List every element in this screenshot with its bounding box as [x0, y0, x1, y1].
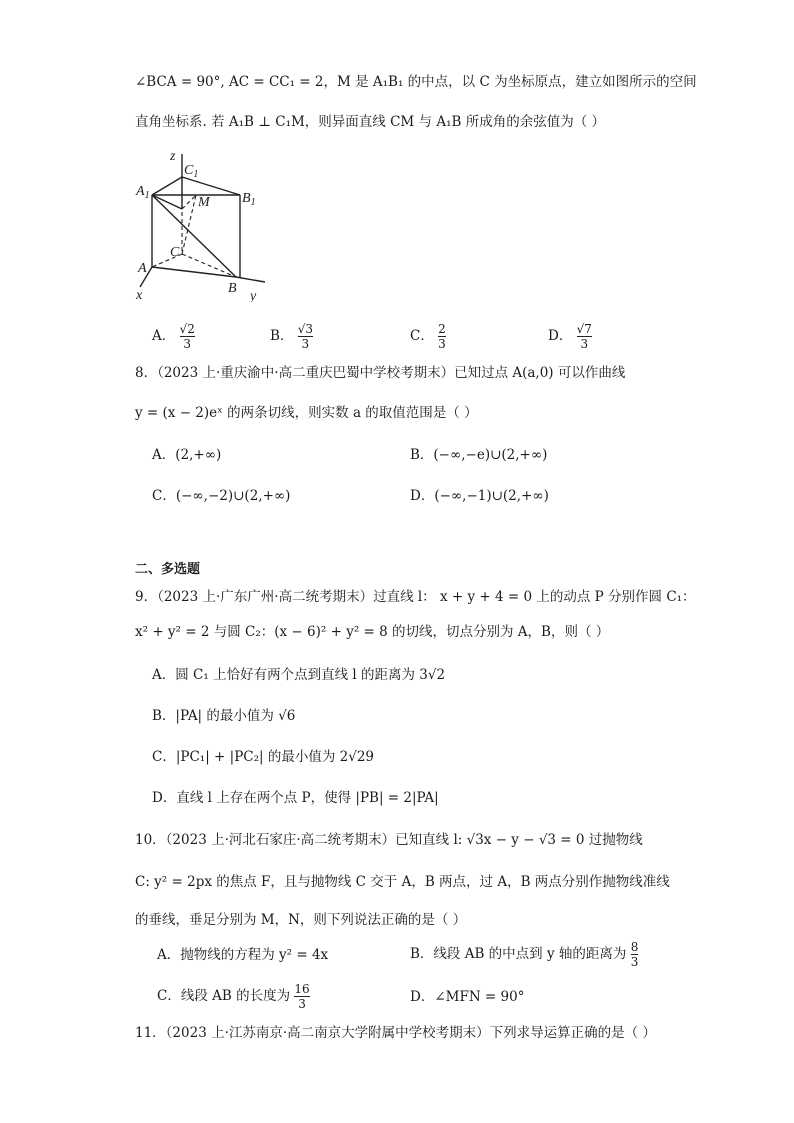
option-label: B． — [270, 328, 294, 344]
svg-text:A1: $A_1$ — [136, 184, 150, 201]
svg-text:C: C — [170, 245, 180, 260]
q8-line2: y = (x − 2)eˣ 的两条切线，则实数 a 的取值范围是（ ） — [135, 405, 478, 421]
fraction-numerator: 2 — [438, 322, 446, 336]
svg-text:M: M — [198, 195, 210, 210]
svg-text:B1: $B_1$ — [242, 191, 256, 208]
q7-line2: 直角坐标系. 若 A₁B ⊥ C₁M，则异面直线 CM 与 A₁B 所成角的余弦值为（ ） — [135, 114, 605, 130]
q10-option-d[interactable]: D．∠MFN = 90° — [410, 989, 525, 1005]
q9-option-a[interactable]: A．圆 C₁ 上恰好有两个点到直线 l 的距离为 3√2 — [152, 667, 446, 683]
option-label: D． — [548, 328, 573, 344]
fraction-denominator: 3 — [438, 337, 446, 351]
q10-line2: C: y² = 2px 的焦点 F，且与抛物线 C 交于 A，B 两点，过 A，B 两点分别作抛物线准线 — [135, 874, 670, 890]
fraction-numerator: 16 — [294, 982, 310, 996]
option-text: B．线段 AB 的中点到 y 轴的距离为 — [410, 946, 627, 962]
q11-line1: 11．（2023 上·江苏南京·高二南京大学附属中学校考期末）下列求导运算正确的是（ ） — [135, 1025, 656, 1041]
prism-figure — [130, 142, 280, 302]
q9-line2: x² + y² = 2 与圆 C₂：(x − 6)² + y² = 8 的切线，切点分别为 A，B，则（ ） — [135, 624, 610, 640]
q9-option-b[interactable]: B．|PA| 的最小值为 √6 — [152, 708, 296, 724]
q9-option-d[interactable]: D．直线 l 上存在两个点 P，使得 |PB| = 2|PA| — [152, 790, 439, 806]
q9-line1: 9．（2023 上·广东广州·高二统考期末）过直线 l： x + y + 4 = 0 上的动点 P 分别作圆 C₁： — [135, 589, 696, 605]
q8-option-d[interactable]: D．(−∞,−1)∪(2,+∞) — [410, 488, 549, 504]
svg-text:x: x — [136, 288, 143, 302]
q10-option-a[interactable]: A．抛物线的方程为 y² = 4x — [157, 947, 329, 963]
option-text: C．线段 AB 的长度为 — [157, 988, 291, 1004]
section-heading: 二、多选题 — [135, 562, 201, 577]
fraction-denominator: 3 — [630, 955, 639, 969]
q9-option-c[interactable]: C．|PC₁| + |PC₂| 的最小值为 2√29 — [152, 749, 375, 765]
svg-text:A: A — [138, 261, 147, 276]
q8-option-c[interactable]: C．(−∞,−2)∪(2,+∞) — [152, 488, 291, 504]
svg-text:y: y — [250, 289, 257, 302]
fraction-denominator: 3 — [183, 337, 191, 351]
q10-option-b[interactable] — [410, 940, 638, 969]
fraction-denominator: 3 — [298, 997, 306, 1011]
q7-line1: ∠BCA = 90°, AC = CC₁ = 2，M 是 A₁B₁ 的中点，以 C 为坐标原点，建立如图所示的空间 — [135, 74, 697, 90]
q8-option-b[interactable]: B．(−∞,−e)∪(2,+∞) — [410, 447, 548, 463]
fraction-numerator: √7 — [576, 322, 592, 336]
q7-option-d[interactable] — [548, 322, 592, 351]
q7-option-b[interactable] — [270, 322, 313, 351]
svg-text:C1: $C_1$ — [184, 163, 199, 180]
q10-line1: 10．（2023 上·河北石家庄·高二统考期末）已知直线 l: √3x − y − √3 = 0 过抛物线 — [135, 832, 643, 848]
q7-option-c[interactable] — [410, 322, 446, 351]
fraction-denominator: 3 — [301, 337, 310, 351]
q7-option-a[interactable] — [152, 322, 195, 351]
q10-line3: 的垂线，垂足分别为 M，N，则下列说法正确的是（ ） — [135, 912, 467, 928]
svg-text:B: B — [228, 281, 237, 296]
svg-text:z: z — [170, 149, 176, 164]
fraction-numerator: 8 — [630, 940, 639, 954]
option-label: C． — [410, 328, 434, 344]
option-label: A． — [152, 328, 176, 344]
q8-option-a[interactable]: A．(2,+∞) — [152, 447, 222, 463]
q8-line1: 8．（2023 上·重庆渝中·高二重庆巴蜀中学校考期末）已知过点 A(a,0) 可以作曲线 — [135, 365, 626, 381]
q10-option-c[interactable] — [157, 982, 310, 1011]
fraction-numerator: √2 — [179, 322, 195, 336]
fraction-denominator: 3 — [580, 337, 589, 351]
fraction-numerator: √3 — [297, 322, 313, 336]
